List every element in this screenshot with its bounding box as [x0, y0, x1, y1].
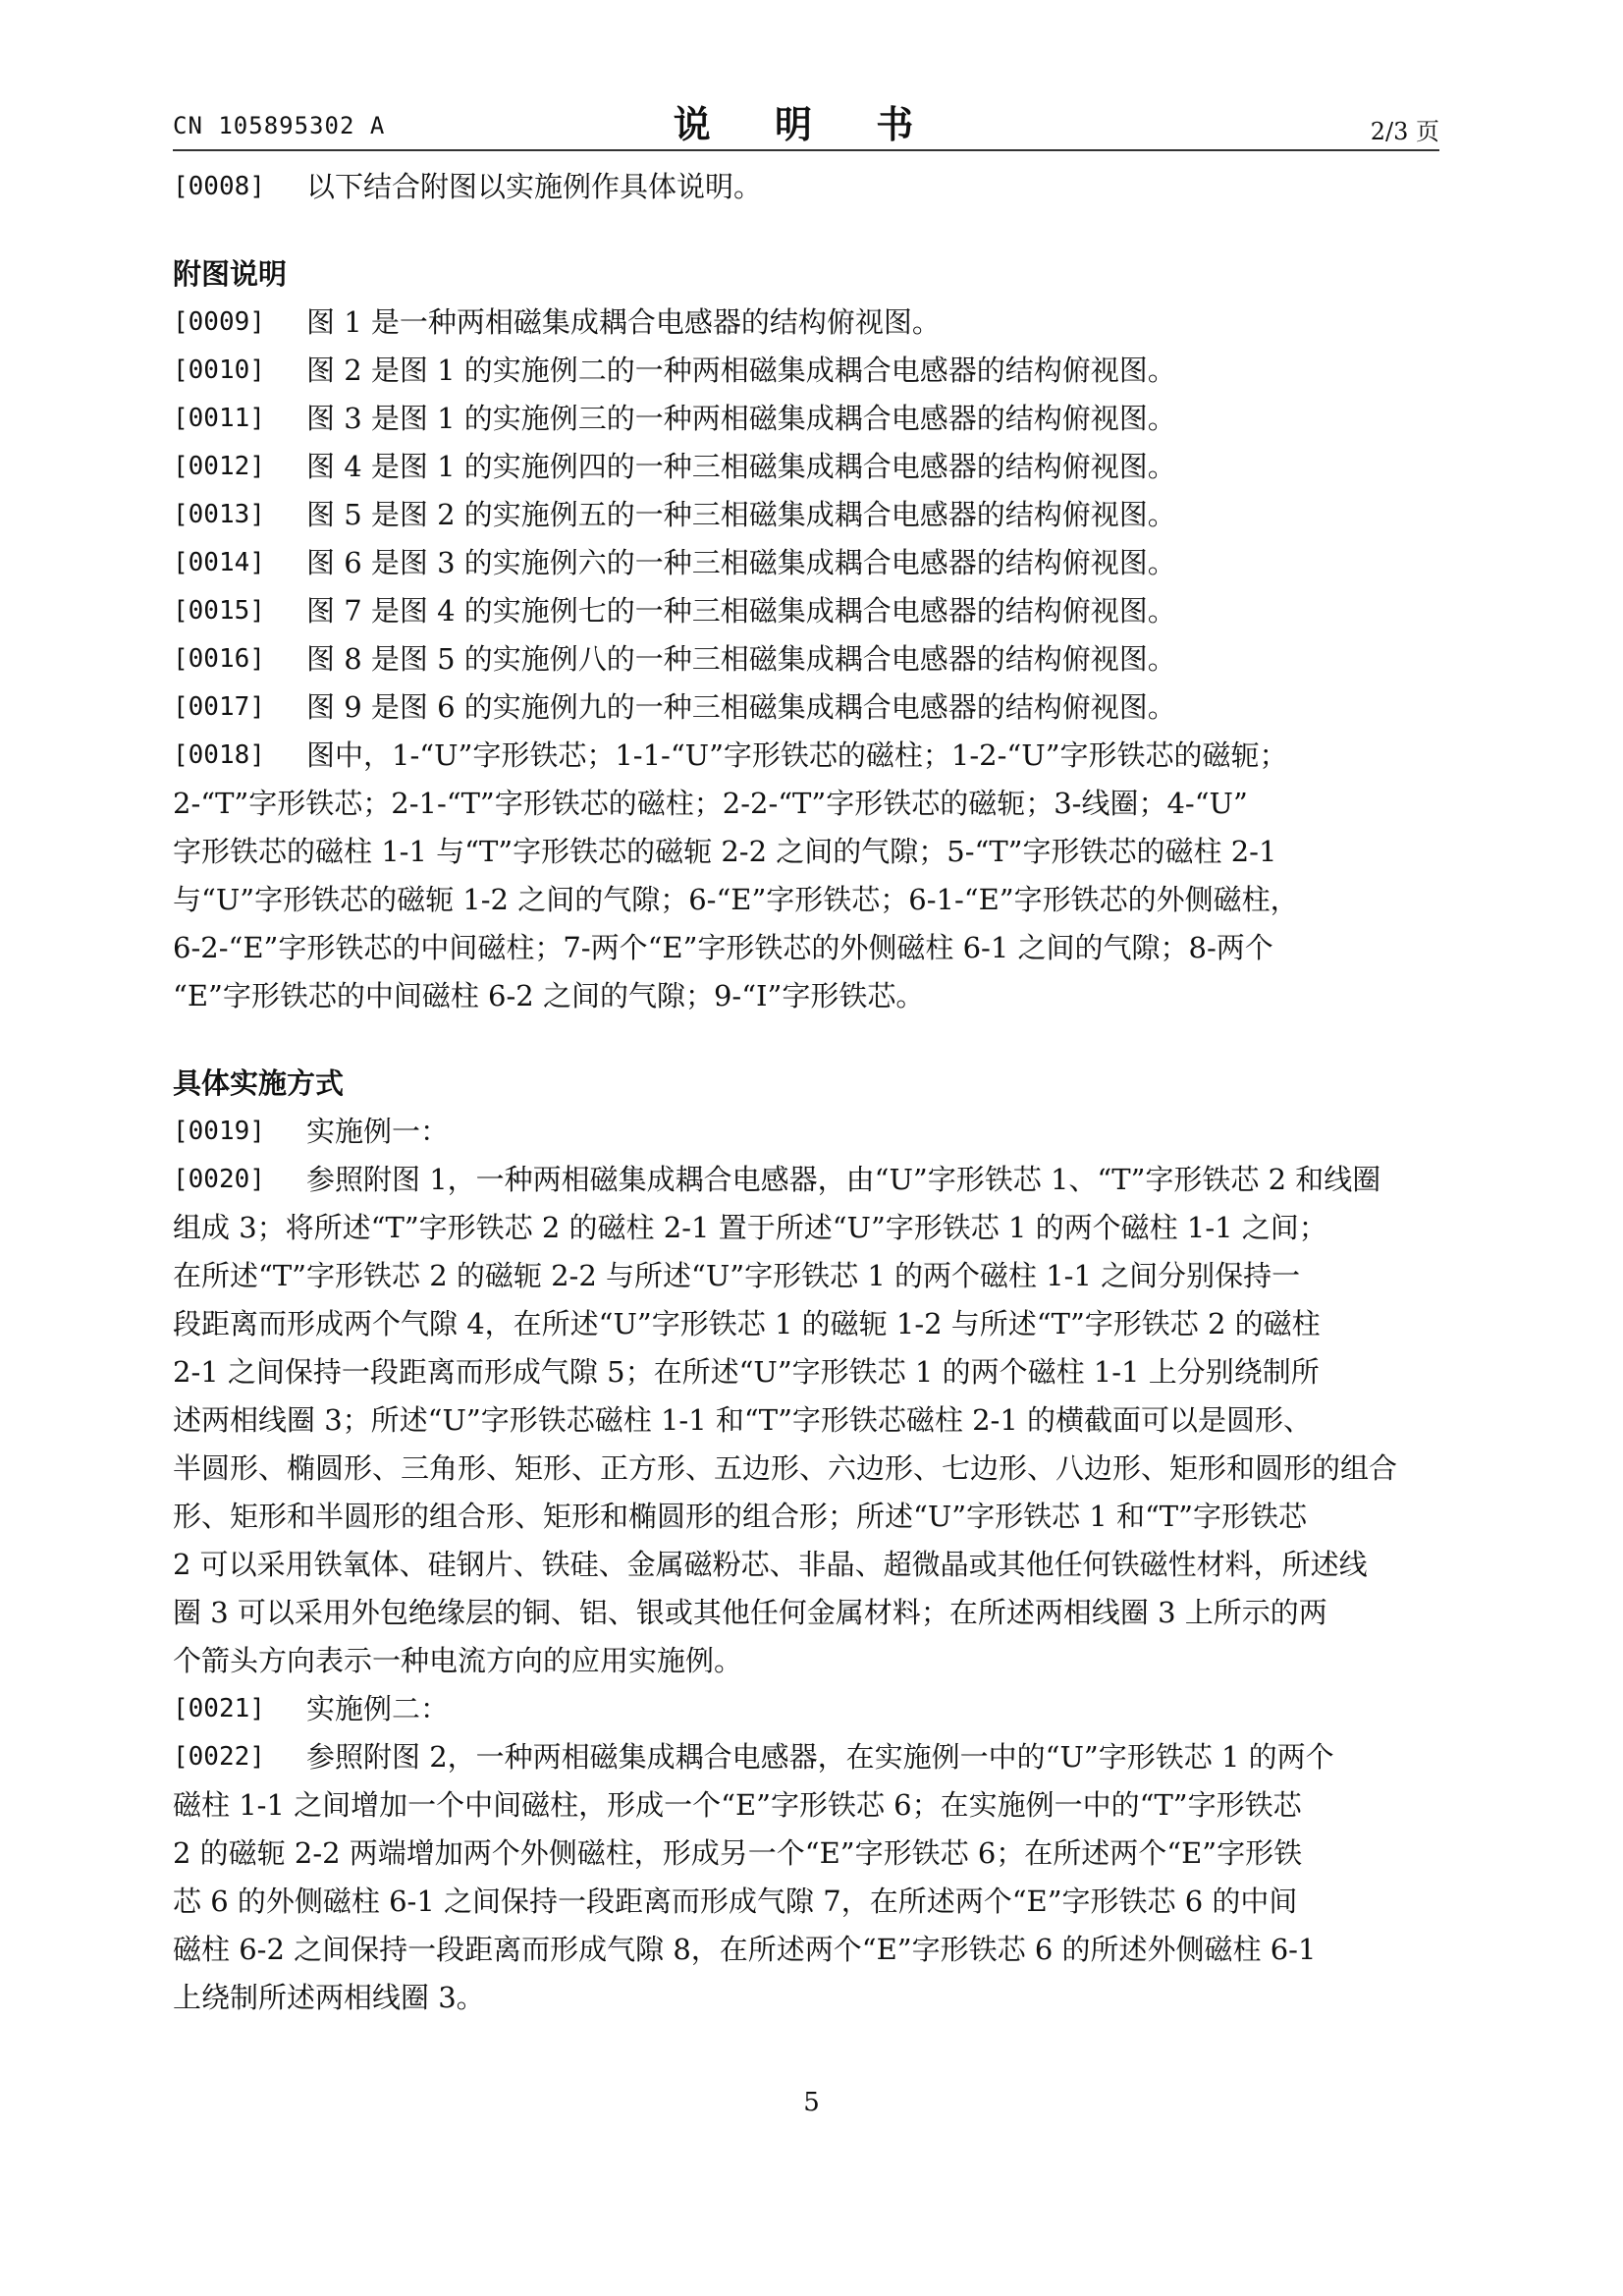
paragraph-0019: [173, 1108, 1439, 1156]
paragraph-line: 上绕制所述两相线圈 3。: [173, 1981, 485, 2014]
figure-description: 图 3 是图 1 的实施例三的一种两相磁集成耦合电感器的结构俯视图。: [306, 402, 1176, 435]
document-body: [173, 163, 1439, 2022]
figure-item: [173, 443, 1439, 491]
section-heading-figures: 附图说明: [173, 257, 288, 291]
paragraph-number: [0018]: [173, 740, 265, 770]
paragraph-line: 6-2-“E”字形铁芯的中间磁柱；7-两个“E”字形铁芯的外侧磁柱 6-1 之间的气隙；8-两个: [173, 931, 1273, 964]
figure-item: [173, 491, 1439, 539]
page-info: 2/3 页: [1370, 118, 1439, 145]
figure-description: 图 5 是图 2 的实施例五的一种三相磁集成耦合电感器的结构俯视图。: [306, 498, 1176, 531]
paragraph-line: 2 可以采用铁氧体、硅钢片、铁硅、金属磁粉芯、非晶、超微晶或其他任何铁磁性材料，所述线: [173, 1548, 1368, 1581]
paragraph-line: 芯 6 的外侧磁柱 6-1 之间保持一段距离而形成气隙 7，在所述两个“E”字形铁芯 6 的中间: [173, 1885, 1298, 1918]
document-title: 说 明 书: [673, 102, 940, 146]
figure-description: 图 9 是图 6 的实施例九的一种三相磁集成耦合电感器的结构俯视图。: [306, 690, 1176, 724]
header-divider: [173, 149, 1439, 151]
paragraph-number: [0021]: [173, 1694, 265, 1723]
paragraph-number: [0013]: [173, 500, 265, 529]
paragraph-line: “E”字形铁芯的中间磁柱 6-2 之间的气隙；9-“I”字形铁芯。: [173, 979, 925, 1012]
figure-description: 图 7 是图 4 的实施例七的一种三相磁集成耦合电感器的结构俯视图。: [306, 594, 1176, 628]
page-number: 5: [803, 2088, 820, 2117]
paragraph-number: [0009]: [173, 307, 265, 337]
paragraph-line: 个箭头方向表示一种电流方向的应用实施例。: [173, 1644, 743, 1677]
paragraph-0021: [173, 1685, 1439, 1733]
paragraph-line: 图中，1-“U”字形铁芯；1-1-“U”字形铁芯的磁柱；1-2-“U”字形铁芯的磁轭；: [306, 738, 1288, 772]
paragraph-line: 字形铁芯的磁柱 1-1 与“T”字形铁芯的磁轭 2-2 之间的气隙；5-“T”字形铁芯的磁柱 2-1: [173, 835, 1277, 868]
figure-description: 图 1 是一种两相磁集成耦合电感器的结构俯视图。: [306, 305, 941, 339]
figure-item: [173, 539, 1439, 587]
figure-description: 图 2 是图 1 的实施例二的一种两相磁集成耦合电感器的结构俯视图。: [306, 354, 1176, 387]
paragraph-0018: [173, 732, 1439, 780]
paragraph-number: [0014]: [173, 548, 265, 577]
figure-item: [173, 347, 1439, 395]
paragraph-line: 形、矩形和半圆形的组合形、矩形和椭圆形的组合形；所述“U”字形铁芯 1 和“T”字形铁芯: [173, 1500, 1307, 1533]
figure-item: [173, 587, 1439, 635]
paragraph-number: [0022]: [173, 1742, 265, 1772]
paragraph-line: 述两相线圈 3；所述“U”字形铁芯磁柱 1-1 和“T”字形铁芯磁柱 2-1 的横截面可以是圆形、: [173, 1403, 1313, 1437]
paragraph-line: 磁柱 1-1 之间增加一个中间磁柱，形成一个“E”字形铁芯 6；在实施例一中的“T”字形铁芯: [173, 1788, 1302, 1822]
paragraph-number: [0011]: [173, 404, 265, 433]
paragraph-number: [0012]: [173, 452, 265, 481]
figure-item: [173, 635, 1439, 683]
paragraph-number: [0020]: [173, 1165, 265, 1194]
paragraph-0022: [173, 1733, 1439, 1781]
paragraph-line: 2-“T”字形铁芯；2-1-“T”字形铁芯的磁柱；2-2-“T”字形铁芯的磁轭；3-线圈；4-“U”: [173, 787, 1248, 820]
paragraph-text: 实施例二：: [306, 1692, 450, 1725]
paragraph-number: [0010]: [173, 355, 265, 385]
paragraph-text: 实施例一：: [306, 1115, 450, 1148]
paragraph-number: [0017]: [173, 692, 265, 722]
publication-number: CN 105895302 A: [173, 112, 386, 139]
page-header: [173, 94, 1439, 149]
figure-description: 图 6 是图 3 的实施例六的一种三相磁集成耦合电感器的结构俯视图。: [306, 546, 1176, 579]
paragraph-line: 圈 3 可以采用外包绝缘层的铜、铝、银或其他任何金属材料；在所述两相线圈 3 上所示的两: [173, 1596, 1327, 1629]
paragraph-0008: [173, 163, 1439, 211]
paragraph-line: 段距离而形成两个气隙 4，在所述“U”字形铁芯 1 的磁轭 1-2 与所述“T”字形铁芯 2 的磁柱: [173, 1307, 1321, 1340]
paragraph-number: [0008]: [173, 172, 265, 201]
paragraph-line: 2 的磁轭 2-2 两端增加两个外侧磁柱，形成另一个“E”字形铁芯 6；在所述两个“E”字形铁: [173, 1836, 1303, 1870]
paragraph-number: [0019]: [173, 1117, 265, 1146]
paragraph-text: 以下结合附图以实施例作具体说明。: [306, 170, 763, 203]
figure-description: 图 4 是图 1 的实施例四的一种三相磁集成耦合电感器的结构俯视图。: [306, 450, 1176, 483]
paragraph-line: 2-1 之间保持一段距离而形成气隙 5；在所述“U”字形铁芯 1 的两个磁柱 1-1 上分别绕制所: [173, 1355, 1320, 1389]
paragraph-line: 参照附图 1，一种两相磁集成耦合电感器，由“U”字形铁芯 1、“T”字形铁芯 2 和线圈: [306, 1163, 1381, 1196]
paragraph-line: 组成 3；将所述“T”字形铁芯 2 的磁柱 2-1 置于所述“U”字形铁芯 1 的两个磁柱 1-1 之间；: [173, 1211, 1327, 1244]
figure-description: 图 8 是图 5 的实施例八的一种三相磁集成耦合电感器的结构俯视图。: [306, 642, 1176, 676]
paragraph-number: [0015]: [173, 596, 265, 626]
figure-item: [173, 395, 1439, 443]
paragraph-number: [0016]: [173, 644, 265, 674]
figure-item: [173, 299, 1439, 347]
paragraph-line: 在所述“T”字形铁芯 2 的磁轭 2-2 与所述“U”字形铁芯 1 的两个磁柱 1-1 之间分别保持一: [173, 1259, 1301, 1292]
paragraph-line: 半圆形、椭圆形、三角形、矩形、正方形、五边形、六边形、七边形、八边形、矩形和圆形的组合: [173, 1451, 1398, 1485]
paragraph-line: 参照附图 2，一种两相磁集成耦合电感器，在实施例一中的“U”字形铁芯 1 的两个: [306, 1740, 1334, 1774]
paragraph-line: 与“U”字形铁芯的磁轭 1-2 之间的气隙；6-“E”字形铁芯；6-1-“E”字形铁芯的外侧磁柱，: [173, 883, 1299, 916]
section-heading-embodiments: 具体实施方式: [173, 1066, 345, 1100]
figure-item: [173, 683, 1439, 732]
paragraph-0020: [173, 1156, 1439, 1204]
paragraph-line: 磁柱 6-2 之间保持一段距离而形成气隙 8，在所述两个“E”字形铁芯 6 的所述外侧磁柱 6-1: [173, 1933, 1317, 1966]
